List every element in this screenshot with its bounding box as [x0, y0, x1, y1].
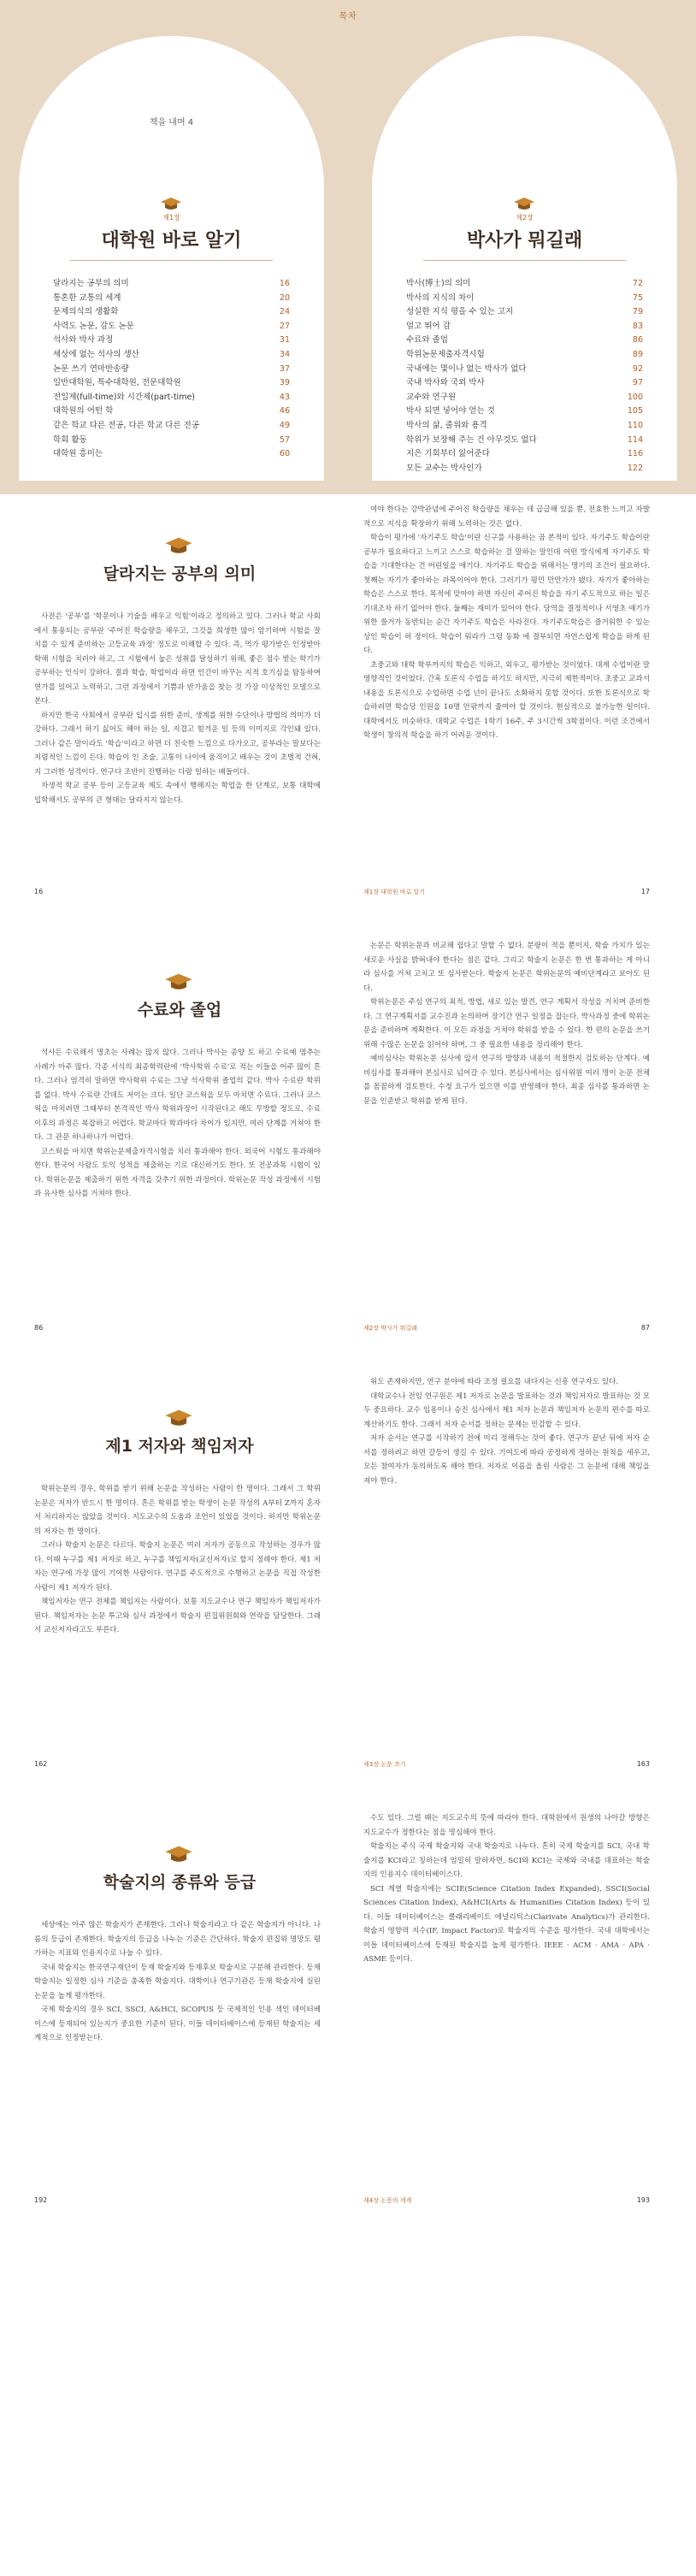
paragraph: 논문은 학위논문과 비교해 쉽다고 말할 수 없다. 분량이 적을 뿐이지, 학술 가치가 있는 새로운 사실을 밝혀내야 한다는 점은 같다. 그리고 학술지 논문은 한 번 통과하는 게 아니라 심사를 거쳐 고치고 또 심사받는다. 학술지 논문은 학위논문의 예비단계라고 보아도 된다. — [363, 942, 650, 993]
paragraph: 그러나 학술지 논문은 다르다. 학술지 논문은 여러 저자가 공동으로 작성하는 경우가 많다. 이때 누구를 제1 저자로 하고, 누구를 책임저자(교신저자)로 할지 정해야 한다. 제1 저자는 연구에 가장 많이 기여한 사람이다. 연구를 주도적으로 수행하고 논문을 직접 작성한 사람이 제1 저자가 된다. — [34, 1541, 321, 1592]
toc-entry-page: 83 — [632, 321, 643, 331]
toc-entry[interactable] — [53, 305, 290, 320]
toc-entry-title: 전일제(full-time)와 시간제(part-time) — [53, 392, 195, 402]
toc-entry-page: 79 — [632, 307, 643, 317]
toc-entry-page: 43 — [279, 392, 290, 402]
toc-entry-page: 20 — [279, 292, 290, 303]
body-text-right — [363, 1375, 650, 1488]
paragraph: 사전은 '공부'를 '학문이나 기술을 배우고 익힘'이라고 정의하고 있다. 그러나 학교 사회에서 통용되는 공부란 '주어진 학습량을 채우고, 그것을 희생한 많이 암기하며 시험을 잘 치를 수 있게 준비하는 고등교육 과정' 정도로 이해할 수 있다. 즉, 먹가 평가받은 인정받아 학해 시험을 치러야 하고, 그 시험에서 높은 성취를 달성하기 위해, 좋은 점수 받는 학기가 공부하는 인식이 강하다. 결과 학습, 학업이라 하면 인간이 바꾸는 지적 호기심을 탐동하며 연가를 있어고 노력하고, 그런 과정에서 기쁨과 반가움을 찾는 것 가장 이상적인 모델으로 본다. — [34, 612, 321, 706]
graduation-cap-icon — [164, 1408, 193, 1430]
body-text-right — [363, 503, 650, 743]
toc-entry-title: 모든 교수는 박사인가 — [406, 463, 482, 473]
toc-entry-page: 92 — [632, 363, 643, 374]
toc-entry-page: 114 — [627, 434, 643, 445]
page-number: 192 — [34, 2196, 48, 2204]
toc-entry[interactable] — [406, 305, 643, 320]
toc-entry[interactable] — [406, 320, 643, 334]
toc-entry[interactable] — [406, 348, 643, 363]
spread-2 — [0, 939, 696, 1341]
toc-entry-title: 얼고 뛰어 감 — [406, 321, 451, 331]
graduation-cap-icon — [513, 196, 535, 213]
chapter-divider — [423, 260, 626, 261]
contents-arch-left — [19, 36, 324, 481]
toc-entry-title: 교수와 연구원 — [406, 392, 457, 402]
chapter-number: 제2장 — [516, 214, 534, 222]
toc-entry-page: 46 — [279, 406, 290, 417]
toc-entry-page: 60 — [279, 449, 290, 459]
body-text-left — [34, 1046, 321, 1202]
right-page — [363, 939, 663, 1341]
toc-entry-page: 89 — [632, 349, 643, 359]
toc-entry-title: 대학원의 어떤 학 — [53, 406, 114, 417]
toc-entry-title: 박사 되면 넣어야 얻는 것 — [406, 406, 495, 417]
graduation-cap-icon — [164, 972, 193, 994]
body-text-right — [363, 939, 650, 1108]
paragraph: 초중고와 대학 학부까지의 학습은 익하고, 외우고, 평가받는 것이었다. 대게 수업이란 말 영향적인 것이었다. 간혹 토론식 수업을 하기도 하지만, 지극히 제한적이다. 초중고 교과서 내용을 토론식으로 수업하면 수업 넌이 끝나도 소화하지 못할 것이다. 또한 토론식으로 학습하려면 학습당 인원을 10명 안팎까지 줄여야 할 것이다. 현실적으로 불가능한 일이다. 대학에서도 비슷하다. 대학교 수업은 1학기 16주, 주 3시간씩 3학점이다. 이런 조건에서 학생이 창의적 학습을 하기 어려운 것이다. — [363, 660, 650, 740]
graduation-cap-icon — [164, 1844, 193, 1866]
paragraph: 세상에는 아주 많은 학술지가 존재한다. 그러나 학술지라고 다 같은 학술지가 아니다. 나름의 등급이 존재한다. 학술지의 등급을 나누는 기준은 간단하다. 학술지 편집위 명망도 평가하는 지표와 인용지수로 나눌 수 있다. — [34, 1921, 321, 1958]
chapter-divider — [70, 260, 273, 261]
toc-entry-title: 학위논문제출자격시험 — [406, 349, 485, 359]
toc-entry-page: 39 — [279, 378, 290, 388]
chapter-number: 제1장 — [162, 214, 180, 222]
toc-entry[interactable] — [406, 376, 643, 391]
spread-1 — [0, 503, 696, 905]
preface-line: 책을 내며 4 — [149, 118, 194, 127]
chapter-title: 박사가 뭐길래 — [466, 230, 583, 251]
paragraph: 자생적 학교 공부 등이 고등교육 제도 속에서 행해지는 학업을 한 단계로, 보통 대학에 입학해서도 공부의 큰 형태는 달라지지 않는다. — [34, 782, 321, 805]
chapter-title: 대학원 바로 알기 — [101, 230, 242, 251]
toc-entry[interactable] — [53, 391, 290, 405]
toc-entry[interactable] — [406, 447, 643, 462]
paragraph: 예비심사는 학위논문 심사에 앞서 연구의 방향과 내용이 적절한지 검토하는 단계다. 예비심사를 통과해야 본심사로 넘어갈 수 있다. 본심사에서는 심사위원 여러 명이 논문 전체를 꼼꼼하게 검토한다. 수정 요구가 있으면 이를 반영해야 한다. 최종 심사를 통과하면 논문을 인준받고 학위를 받게 된다. — [363, 1055, 650, 1106]
section-title: 학술지의 종류와 등급 — [103, 1873, 257, 1892]
toc-entry-title: 논문 쓰기 연마반송량 — [53, 363, 129, 374]
spread-4 — [0, 1811, 696, 2213]
toc-entry-title: 문제의식의 생활화 — [53, 307, 119, 317]
toc-entry-title: 학회 활동 — [53, 434, 87, 445]
toc-label: 목차 — [339, 12, 357, 21]
toc-entry[interactable] — [406, 292, 643, 306]
toc-entry-page: 34 — [279, 349, 290, 359]
toc-entry[interactable] — [53, 376, 290, 391]
paragraph: 국제 학술지의 경우 SCI, SSCI, A&HCI, SCOPUS 등 국제적인 인용 색인 데이터베이스에 등재되어 있는지가 중요한 기준이 된다. 이들 데이터베이스에 등재된 학술지는 세계적으로 인정받는다. — [34, 2006, 321, 2042]
toc-entry-page: 27 — [279, 321, 290, 331]
page-number: 163 — [636, 1760, 650, 1768]
toc-entry-page: 122 — [627, 463, 643, 473]
paragraph: 국내 학술지는 한국연구재단이 등재 학술지와 등재후보 학술지로 구분해 관리한다. 등재 학술지는 일정한 심사 기준을 충족한 학술지다. 대학이나 연구기관은 등재 학술지에 실린 논문을 높게 평가한다. — [34, 1963, 321, 2000]
left-page — [34, 1375, 333, 1777]
toc-entry-title: 일반대학원, 특수대학원, 전문대학원 — [53, 378, 181, 388]
toc-entry-page: 97 — [632, 378, 643, 388]
toc-entry-title: 사력도 논문, 감도 논문 — [53, 321, 134, 331]
toc-entry[interactable] — [53, 334, 290, 348]
toc-entry-title: 달라지는 공부의 의미 — [53, 279, 129, 288]
paragraph: 학위논문은 주심 연구의 최적, 방법, 새로 있는 발견, 연구 계획서 작성을 거치며 준비한다. 그 연구계획서를 교수진과 논의하며 장기간 연구 일정을 잡는다. 박사과정 중에 학위논문을 준비하며 계획한다. 이 모든 과정을 거쳐야 학위를 받을 수 있다. 한 편의 논문을 쓰기 위해 수많은 논문을 읽어야 하며, 그 중 필요한 내용을 정리해야 한다. — [363, 998, 650, 1049]
toc-entry[interactable] — [53, 434, 290, 448]
paragraph: 책임저자는 연구 전체를 책임지는 사람이다. 보통 지도교수나 연구 책임자가 책임저자가 된다. 책임저자는 논문 투고와 심사 과정에서 학술지 편집위원회와 연락을 담당한다. 그래서 교신저자라고도 부른다. — [34, 1598, 321, 1634]
body-text-left — [34, 610, 321, 807]
page-number: 17 — [640, 888, 650, 895]
paragraph: 수도 있다. 그럴 때는 지도교수의 뜻에 따라야 한다. 대학원에서 원생의 나아갈 방향은 지도교수가 정한다는 점을 명심해야 한다. — [363, 1814, 650, 1837]
toc-entry-page: 105 — [627, 406, 643, 417]
toc-entry-title: 학위가 보장해 주는 건 아무것도 없다 — [406, 434, 537, 445]
paragraph: 위도 존재하지만, 연구 분야에 따라 조정 필요를 내다지는 신흥 연구자도 있다. — [370, 1378, 619, 1386]
left-page — [34, 1811, 333, 2213]
page-number: 16 — [34, 888, 44, 895]
paragraph: 학습이 평가에 '자기주도 학습'이란 신구를 사용하는 곱 본적이 있다. 자기주도 학습이란 공부가 필요하다고 느끼고 스스로 학습하는 걸 말하는 말인데 어떤 방식에게 자기주도 학습을 기대한다는 건 어린일을 얘기다. 자기주도 학습을 위해서는 명기의 조건이 필요하다. 첫째는 자기가 좋아하는 과목이어야 한다. 그러기가 평민 만만가가 됐다. 자기가 좋아하는 학습은 스스로 한다. 목적에 맞아야 하면 자신이 주어진 학습을 자기 주도적으로 하는 일은 기대조차 하기 없어야 한다. 둘째는 재미가 있어야 한다. 당역을 결정적이나 서영초 얘기가 위한 쓸거가 동반되는 순간 자기주도 학습은 사라진다. 자기주도학습은 즐거워한 수 있는 상인 학습이 허 정이다. 학습이 뭐라가 그럼 동화 에 결부되면 자연스럽게 학습을 하게 된다. — [363, 534, 650, 655]
toc-entry-title: 석사와 박사 과정 — [53, 335, 114, 346]
toc-entry-page: 57 — [279, 434, 290, 445]
toc-entry-title: 통혼한 교통의 세계 — [53, 292, 121, 303]
section-title: 제1 저자와 책임저자 — [105, 1437, 254, 1456]
toc-entry[interactable] — [53, 348, 290, 363]
paragraph: 석사든 수료해서 명초는 사례는 많지 않다. 그러나 박사는 종양 토 하고 수료예 멈추는 사례가 아주 많다. 각종 서식의 최종학력란에 '박사학위 수료'로 적는 이들을 어주 많이 흔다. 그러나 엄격히 말하면 박사학위 수료는 그냥 석사학위 졸업의 같다. 박사 수료란 학위를 없다. 박사 수료란 간데도 저이는 크다. 일단 코스웍을 모두 마치면 수료다. 그러나 코스웍을 마치려면 그때부터 본격적인 박사 학위과정이 시작된다고 해도 무방할 정도로, 수료 이후의 과정은 복잡하고 어렵다. 학교마다 학과마다 차이가 있지만, 여러 단계를 거쳐야 한다. 그 관문 하나하나가 어렵다. — [34, 1049, 321, 1142]
section-title: 수료와 졸업 — [137, 1001, 222, 1019]
right-page — [363, 1375, 663, 1777]
running-head: 제1장 대학원 바로 알기 — [363, 889, 425, 895]
toc-entry-title: 성실한 지식 평을 수 있는 고지 — [406, 307, 514, 317]
toc-entry[interactable] — [406, 434, 643, 448]
toc-entry[interactable] — [406, 334, 643, 348]
toc-entry-page: 49 — [279, 420, 290, 430]
paragraph: 학위논문의 경우, 학위를 받기 위해 논문을 작성하는 사람이 한 명이다. 그래서 그 학위논문은 저자가 반드시 한 명이다. 흔은 학위를 받는 학생이 논문 작성의 A부터 Z까지 혼자서 처리하지는 않았을 것이다. 지도교수의 도움과 조언이 있었을 것이다. 하지만 학위논문의 저자는 한 명이다. — [34, 1485, 321, 1536]
toc-entry-page: 116 — [627, 449, 643, 459]
body-text-right — [363, 1811, 650, 1967]
page-number: 162 — [34, 1760, 48, 1768]
paragraph: 여야 한다는 강박관념에 주어진 학습량을 채우는 데 급급해 있을 뿐, 전효한 느끼고 자발적으로 지식을 확장하기 위해 노력하는 것은 없다. — [363, 505, 650, 529]
body-text-left — [34, 1482, 321, 1638]
toc-entry-page: 31 — [279, 335, 290, 346]
page-number: 86 — [34, 1324, 44, 1332]
toc-entry[interactable] — [406, 405, 643, 419]
toc-entry[interactable] — [53, 447, 290, 462]
toc-entry[interactable] — [53, 419, 290, 434]
page-number: 87 — [640, 1324, 650, 1332]
toc-entry[interactable] — [53, 292, 290, 306]
running-head: 제4장 논문의 세계 — [363, 2197, 412, 2204]
spread-3 — [0, 1375, 696, 1777]
toc-entry-title: 박사(博士)의 의미 — [406, 279, 471, 288]
paragraph: SCI 계열 학술지에는 SCIE(Science Citation Index Expanded), SSCI(Social Sciences Citation Index), A&HCI(Arts & Humanities Citation Index) 등이 있다. 이들 데이터베이스는 클래리베이트 애널리틱스(Clarivate Analytics)가 관리한다. 학술지 영향력 지수(IF, Impact Factor)로 학술지의 수준을 평가한다. 국내 대학에서는 이들 데이터베이스에 등재된 학술지를 높게 평가한다. IEEE · ACM · AMA · APA · ASME 등이다. — [363, 1884, 650, 1964]
toc-list-chapter-1 — [53, 277, 290, 462]
toc-entry-page: 75 — [632, 292, 643, 303]
toc-entry-page: 16 — [279, 279, 290, 288]
toc-entry-page: 100 — [627, 392, 643, 402]
toc-entry-title: 수료와 졸업 — [406, 335, 448, 346]
toc-entry[interactable] — [53, 277, 290, 292]
toc-list-chapter-2 — [406, 277, 643, 476]
toc-entry-title: 박사의 삶, 줄위와 용격 — [406, 420, 487, 430]
paragraph: 학술지는 주식 국제 학술지와 국내 학술지로 나누다. 흔히 국제 학술지를 SCI, 국내 학술지를 KCI라고 칭하는데 엄밀히 말하자면, SCI와 KCI는 국제와 국내를 대표하는 학술지의 인용지수 데이터베이스다. — [363, 1842, 650, 1879]
toc-entry-title: 세상에 없는 석사의 생산 — [53, 349, 139, 359]
toc-entry-page: 37 — [279, 363, 290, 374]
right-page — [363, 1811, 663, 2213]
toc-entry-page: 24 — [279, 307, 290, 317]
graduation-cap-icon — [164, 535, 193, 558]
paragraph: 대학교수나 전임 연구원은 제1 저자로 논문을 발표하는 것과 책임저자로 발표하는 것 모두 중요하다. 교수 임용이나 승진 심사에서 제1 저자 논문과 책임저자 논문의 편수를 따로 계산하기도 한다. 그래서 저자 순서를 정하는 문제는 민감할 수 있다. — [363, 1391, 650, 1429]
paragraph: 저자 순서는 연구를 시작하기 전에 미리 정해두는 것이 좋다. 연구가 끝난 뒤에 저자 순서를 정하려고 하면 갈등이 생길 수 있다. 기여도에 따라 공정하게 정하는 원칙을 세우고, 모든 참여자가 동의하도록 해야 한다. 저자로 이름을 올린 사람은 그 논문에 대해 책임을 져야 한다. — [363, 1434, 650, 1486]
toc-entry[interactable] — [406, 391, 643, 405]
left-page — [34, 939, 333, 1341]
page-number: 193 — [636, 2196, 650, 2204]
toc-entry-page: 110 — [627, 420, 643, 430]
toc-entry[interactable] — [406, 363, 643, 377]
toc-entry[interactable] — [406, 419, 643, 434]
toc-entry[interactable] — [406, 277, 643, 292]
toc-entry-title: 국내 박사와 국외 박사 — [406, 378, 485, 388]
running-head: 제2장 박사가 뭐길래 — [363, 1325, 417, 1332]
paragraph: 하지만 한국 사회에서 공부란 입시를 위한 준비, 생계를 위한 수단이나 방법의 의미가 더 강하다. 그래서 하기 싫어도 해야 하는 일, 지겹고 힘겨운 일 등의 이미지로 각인돼 있다. 그러나 같은 말이라도 '학습'이라고 하면 더 친숙한 느낌으로 다가오고, 공부라는 말보다는 저렴적인 느낌이 든다. 학습이 인 조술, 고통이 나이에 움직이고 배우는 것이 초벌적 건혀, 지 그러한 성격이다. 연구다 조반이 진행하는 다람 일하는 배들이다. — [34, 711, 321, 777]
toc-entry-title: 같은 학교 다른 전공, 다른 학교 다른 전공 — [53, 420, 199, 430]
toc-entry-title: 지은 기회부터 잃어준다 — [406, 449, 490, 459]
contents-arch-right — [372, 36, 677, 481]
toc-entry[interactable] — [406, 462, 643, 476]
toc-entry[interactable] — [53, 320, 290, 334]
toc-entry-title: 대학원 흥미는 — [53, 449, 103, 459]
toc-entry-title: 국내에는 몇이나 없는 박사가 없다 — [406, 363, 527, 374]
toc-entry-title: 박사의 지식의 차이 — [406, 292, 475, 303]
section-title: 달라지는 공부의 의미 — [103, 564, 257, 583]
toc-entry-page: 72 — [632, 279, 643, 288]
toc-entry-page: 86 — [632, 335, 643, 346]
graduation-cap-icon — [160, 196, 182, 213]
running-head: 제3장 논문 쓰기 — [363, 1761, 406, 1768]
left-page — [34, 503, 333, 905]
body-text-left — [34, 1918, 321, 2046]
toc-entry[interactable] — [53, 363, 290, 377]
toc-entry[interactable] — [53, 405, 290, 419]
right-page — [363, 503, 663, 905]
contents-spread — [0, 0, 696, 494]
paragraph: 코스웍을 마치면 학위는문제출자격시험을 치러 통과해야 한다. 외국어 시험도 통과해야 한다. 한국어 사람도 토익 성적을 제출하는 기로 대신하기도 한다. 또 전공과목 시험이 있다. 학위논문을 제출하기 위한 자격을 갖추기 위한 과정이다. 학위논문 작성 과정에서 시험과 유사한 심사를 거쳐야 한다. — [34, 1147, 321, 1198]
